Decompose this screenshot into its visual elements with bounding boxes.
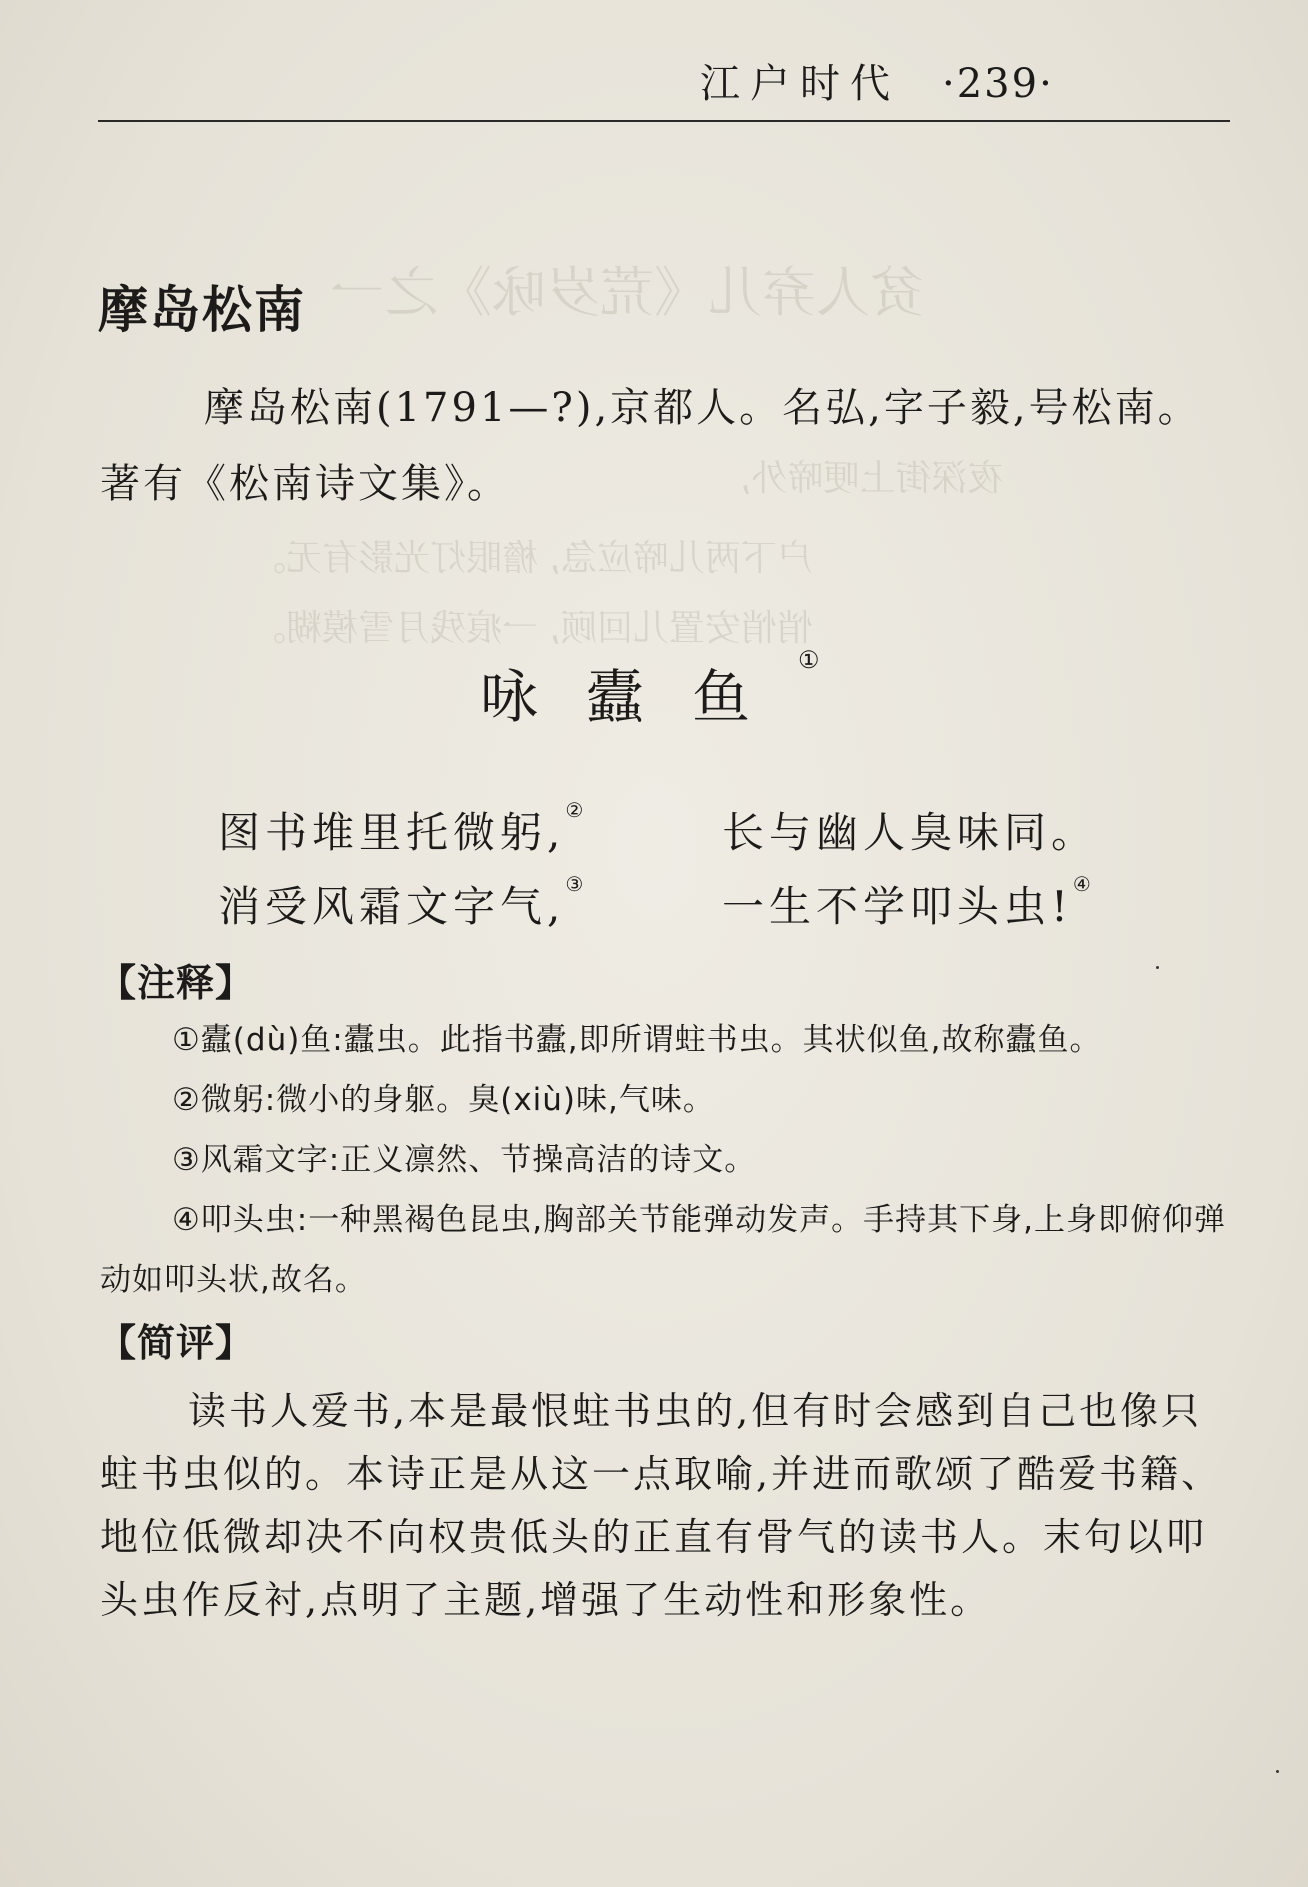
footnote-marker: ④ [1072,872,1091,896]
review-label: 【简评】 [98,1321,255,1365]
author-bio: 摩岛松南(1791—?),京都人。名弘,字子毅,号松南。著有《松南诗文集》。 [100,385,1201,507]
notes-label: 【注释】 [98,961,255,1005]
paper-speck [1276,1770,1279,1773]
hemistich-text: 一生不学叩头虫! [722,882,1073,931]
poem-line [218,800,1218,874]
footnote-marker: ① [798,646,820,674]
poem-line [218,874,1218,948]
running-header [700,52,1180,109]
poem-title [480,646,820,734]
footnote-marker: ② [565,798,584,822]
paper-speck [1156,966,1159,969]
author-heading: 摩岛松南 [98,281,306,339]
running-title: 江户时代 [700,61,900,107]
notes-list [100,1010,1236,1310]
hemistich-text: 长与幽人臭味同。 [722,808,1099,857]
bleed-through-line: 悄悄安置儿回顾, 一痕残月雪模糊。 [250,608,813,649]
hemistich-text: 消受风霜文字气, [218,882,566,931]
note-item: ②微躬:微小的身躯。臭(xiù)味,气味。 [172,1082,715,1118]
poem-body [218,800,1218,948]
note-item: ①蠹(dù)鱼:蠹虫。此指书蠹,即所谓蛀书虫。其状似鱼,故称蠹鱼。 [172,1022,1102,1058]
note-item: ④叩头虫:一种黑褐色昆虫,胸部关节能弹动发声。手持其下身,上身即俯仰弹动如叩头状,故名。 [100,1202,1226,1298]
page-number: ·239· [942,61,1054,107]
poem-hemistich [722,874,1091,934]
header-rule [98,120,1230,122]
bleed-through-line: 户下两儿啼应急, 檐眼灯光影有无。 [250,538,813,579]
bleed-through-line: 夜深街上哽啼外, [740,458,1004,499]
bleed-through-title: 贫人弃儿《荒岁咏》之一 [330,261,924,324]
poem-title-text: 咏蠹鱼 [480,663,799,731]
poem-hemistich [218,800,722,860]
hemistich-text: 图书堆里托微躬, [218,808,566,857]
note-item: ③风霜文字:正义凛然、节操高洁的诗文。 [172,1142,757,1178]
poem-hemistich [722,800,1098,860]
poem-hemistich [218,874,722,934]
review-text: 读书人爱书,本是最恨蛀书虫的,但有时会感到自己也像只蛀书虫似的。本诗正是从这一点取喻,并进而歌颂了酷爱书籍、地位低微却决不向权贵低头的正直有骨气的读书人。末句以叩头虫作反衬,点明了主题,增强了生动性和形象性。 [100,1389,1223,1622]
footnote-marker: ③ [565,872,584,896]
